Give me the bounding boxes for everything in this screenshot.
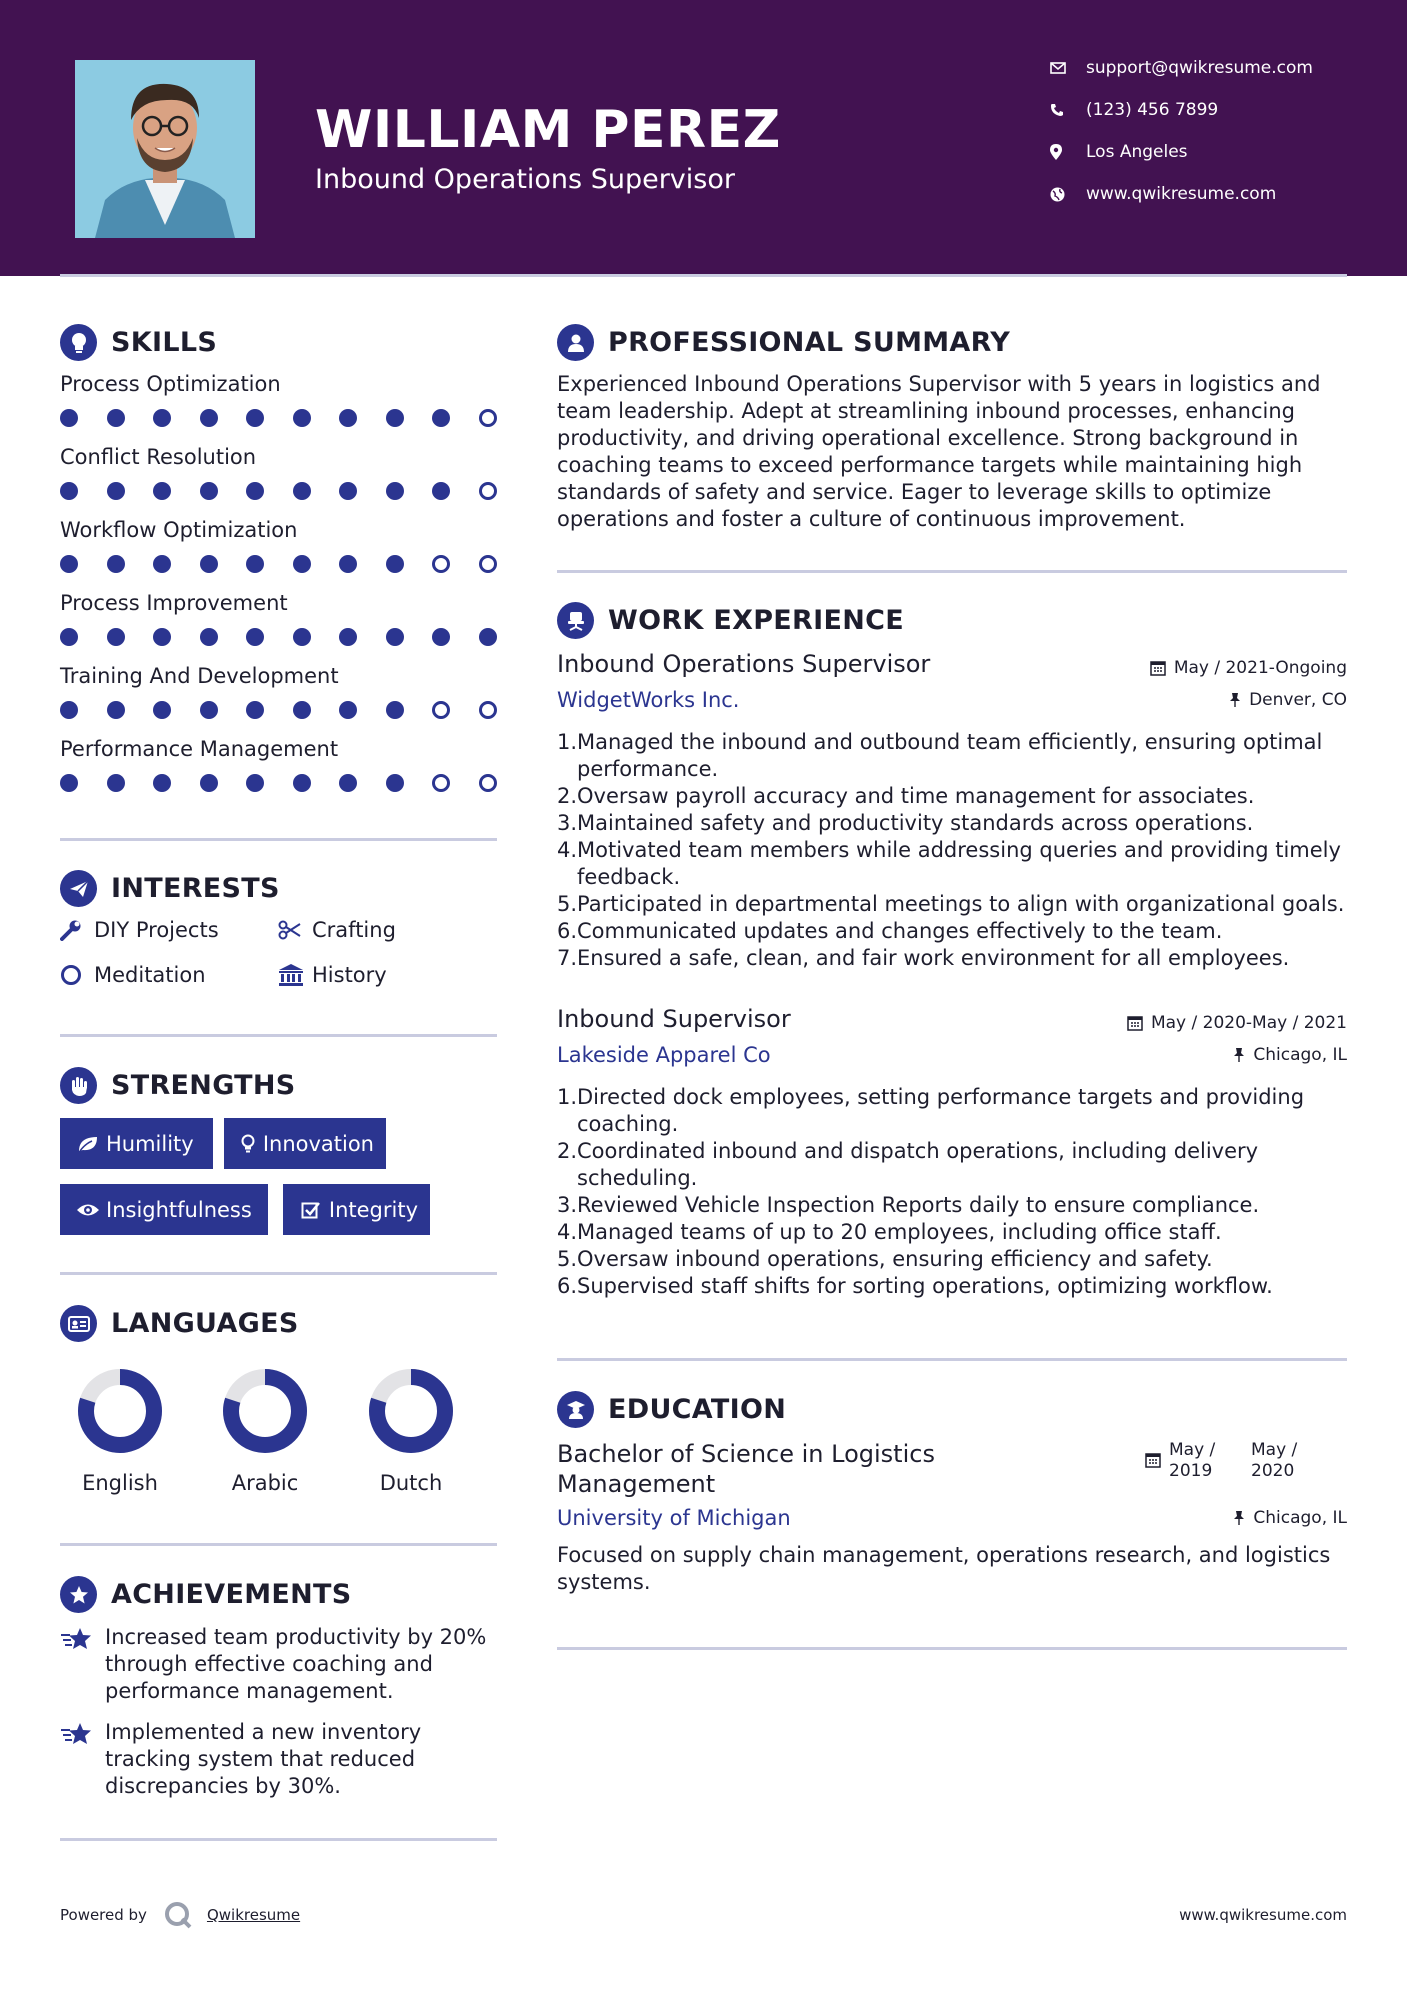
candidate-name: WILLIAM PEREZ [315,100,781,160]
skill-dot-filled [153,555,171,573]
footer-powered-by: Powered by Qwikresume [60,1900,300,1930]
degree-title: Management [557,1470,716,1498]
candidate-title: Inbound Operations Supervisor [315,164,735,195]
education-description: Focused on supply chain management, operations research, and logistics systems. [557,1543,1331,1594]
strengths-heading: STRENGTHS [60,1067,296,1104]
skill-dot-empty [432,774,450,792]
skill-dot-filled [293,482,311,500]
eye-icon [70,1202,106,1218]
skill-rating [60,701,500,721]
id-card-icon [60,1305,97,1342]
skill-dot-filled [60,701,78,719]
list-item: 6. Communicated updates and changes effectively to the team. [557,919,1223,943]
skill-dot-filled [60,774,78,792]
section-divider [60,1034,497,1037]
skill-dot-filled [200,409,218,427]
skill-dot-filled [200,774,218,792]
skill-dot-filled [107,555,125,573]
skill-dot-filled [246,774,264,792]
list-item: 1. Directed dock employees, setting performance targets and providing coaching. [557,1085,1305,1136]
skill-dot-empty [479,409,497,427]
skill-dot-filled [200,701,218,719]
strength-tag: Humility [60,1118,213,1169]
job-dates: May / 2021-Ongoing [1150,658,1347,678]
achievement-item: Implemented a new inventory tracking system that reduced discrepancies by 30%. [60,1719,500,1800]
phone-icon [1050,103,1086,117]
section-divider [60,1272,497,1275]
skill-dot-filled [246,482,264,500]
job-location: Chicago, IL [1233,1045,1347,1065]
list-item: 2. Coordinated inbound and dispatch operations, including delivery scheduling. [557,1139,1259,1190]
contact-website[interactable]: www.qwikresume.com [1050,184,1276,204]
job-title: Inbound Operations Supervisor [557,650,931,678]
company-name: WidgetWorks Inc. [557,688,740,712]
skill-dot-filled [246,628,264,646]
skill-name: Conflict Resolution [60,445,257,469]
skill-rating [60,409,500,429]
skill-dot-filled [339,482,357,500]
skill-dot-filled [293,774,311,792]
envelope-icon [1050,62,1086,74]
skill-dot-empty [479,482,497,500]
pushpin-icon [1233,1510,1245,1526]
skill-dot-filled [339,628,357,646]
scissors-icon [278,920,312,940]
section-divider [60,1543,497,1546]
list-item: 6. Supervised staff shifts for sorting operations, optimizing workflow. [557,1274,1273,1298]
skill-dot-filled [60,555,78,573]
star-icon [60,1624,105,1705]
circle-icon [60,964,94,986]
profile-photo [75,60,255,238]
skill-dot-filled [107,701,125,719]
footer-website[interactable]: www.qwikresume.com [1179,1906,1347,1924]
list-item: 1. Managed the inbound and outbound team efficiently, ensuring optimal performance. [557,730,1323,781]
strength-tag: Innovation [224,1118,386,1169]
skill-dot-filled [386,409,404,427]
skill-dot-filled [293,628,311,646]
language-donut [75,1366,165,1456]
calendar-icon [1145,1440,1161,1482]
skill-name: Workflow Optimization [60,518,298,542]
section-divider [557,1647,1347,1650]
work-experience-heading: WORK EXPERIENCE [557,602,904,639]
skill-dot-filled [339,701,357,719]
skill-dot-filled [153,774,171,792]
job-bullets [557,1084,1357,1300]
skill-dot-filled [432,628,450,646]
skill-rating [60,628,500,648]
list-item: 4. Motivated team members while addressing queries and providing timely feedback. [557,838,1341,889]
list-item: 4. Managed teams of up to 20 employees, including office staff. [557,1220,1222,1244]
skill-dot-filled [293,701,311,719]
skills-heading: SKILLS [60,324,217,361]
skill-name: Process Improvement [60,591,288,615]
skill-dot-filled [200,555,218,573]
languages-heading: LANGUAGES [60,1305,299,1342]
skill-dot-filled [153,628,171,646]
education-dates: May / 2019 May / 2020 [1145,1440,1297,1482]
skill-dot-filled [432,482,450,500]
skill-name: Performance Management [60,737,339,761]
skill-dot-filled [153,701,171,719]
skill-dot-filled [200,482,218,500]
lightbulb-icon [60,324,97,361]
skill-dot-filled [107,774,125,792]
calendar-icon [1127,1015,1143,1031]
skill-dot-filled [386,555,404,573]
section-divider [557,1358,1347,1361]
skill-dot-filled [339,774,357,792]
lightbulb-icon [234,1134,263,1154]
user-icon [557,324,594,361]
education-heading: EDUCATION [557,1391,786,1428]
skill-dot-filled [246,409,264,427]
skill-name: Process Optimization [60,372,281,396]
section-divider [60,1838,497,1841]
skill-dot-empty [479,555,497,573]
leaf-icon [70,1135,106,1153]
summary-heading: PROFESSIONAL SUMMARY [557,324,1010,361]
strength-tag: Integrity [283,1184,430,1235]
achievements-heading: ACHIEVEMENTS [60,1576,352,1613]
globe-icon [1050,187,1086,202]
language-name: Dutch [379,1471,443,1495]
degree-title: Bachelor of Science in Logistics [557,1440,935,1468]
skill-dot-filled [293,409,311,427]
school-name: University of Michigan [557,1506,791,1530]
skill-dot-filled [107,409,125,427]
skill-rating [60,482,500,502]
calendar-icon [1150,660,1166,676]
skill-dot-empty [432,701,450,719]
skill-dot-filled [386,701,404,719]
interest-item: History [278,963,387,987]
star-badge-icon [60,1576,97,1613]
skill-rating [60,774,500,794]
skill-dot-filled [60,409,78,427]
skill-dot-filled [246,701,264,719]
skill-dot-filled [386,774,404,792]
job-location: Denver, CO [1229,690,1347,710]
paper-plane-icon [60,870,97,907]
contact-email[interactable]: support@qwikresume.com [1050,58,1313,78]
hand-icon [60,1067,97,1104]
language-name: English [82,1471,158,1495]
skill-dot-empty [479,774,497,792]
pushpin-icon [1233,1047,1245,1063]
skill-rating [60,555,500,575]
contact-location: Los Angeles [1050,142,1188,162]
section-divider [60,838,497,841]
skill-name: Training And Development [60,664,339,688]
skill-dot-filled [339,409,357,427]
summary-text: Experienced Inbound Operations Supervisor with 5 years in logistics and team leadership. Adept at streamlining inbound processes, enhancing productivity, and driving operational excellence. Strong background in coaching teams to exceed performance targets while maintaining high standards of safety and service. Eager to leverage skills to optimize operations and foster a culture of continuous improvement. [557,372,1321,531]
skill-dot-filled [153,409,171,427]
section-divider [557,570,1347,573]
skill-dot-filled [386,628,404,646]
skill-dot-filled [107,628,125,646]
language-name: Arabic [231,1471,299,1495]
company-name: Lakeside Apparel Co [557,1043,771,1067]
skill-dot-empty [479,701,497,719]
language-donut [220,1366,310,1456]
pushpin-icon [1229,692,1241,708]
job-bullets [557,729,1357,972]
education-location: Chicago, IL [1233,1508,1347,1528]
map-pin-icon [1050,144,1086,160]
skill-dot-filled [386,482,404,500]
skill-dot-filled [432,409,450,427]
list-item: 2. Oversaw payroll accuracy and time management for associates. [557,784,1255,808]
interests-heading: INTERESTS [60,870,280,907]
star-icon [60,1719,105,1800]
chair-icon [557,602,594,639]
skill-dot-filled [200,628,218,646]
skill-dot-filled [107,482,125,500]
skill-dot-filled [479,628,497,646]
list-item: 3. Reviewed Vehicle Inspection Reports daily to ensure compliance. [557,1193,1260,1217]
list-item: 3. Maintained safety and productivity standards across operations. [557,811,1254,835]
list-item: 7. Ensured a safe, clean, and fair work environment for all employees. [557,946,1290,970]
list-item: 5. Participated in departmental meetings to align with organizational goals. [557,892,1345,916]
wrench-icon [60,919,94,941]
language-donut [366,1366,456,1456]
skill-dot-filled [60,628,78,646]
skill-dot-filled [153,482,171,500]
qwikresume-logo-icon [163,1900,193,1930]
skill-dot-filled [60,482,78,500]
skill-dot-filled [246,555,264,573]
graduate-icon [557,1391,594,1428]
skill-dot-filled [293,555,311,573]
header-divider [60,274,1347,277]
museum-icon [278,964,312,986]
job-dates: May / 2020-May / 2021 [1127,1013,1347,1033]
interest-item: Meditation [60,963,206,987]
list-item: 5. Oversaw inbound operations, ensuring efficiency and safety. [557,1247,1213,1271]
contact-phone[interactable]: (123) 456 7899 [1050,100,1218,120]
achievement-item: Increased team productivity by 20% through effective coaching and performance management. [60,1624,500,1705]
interest-item: DIY Projects [60,918,219,942]
qwikresume-link[interactable]: Qwikresume [206,1906,301,1924]
resume-header [0,0,1407,276]
interest-item: Crafting [278,918,396,942]
checkbox-icon [293,1200,329,1220]
strength-tag: Insightfulness [60,1184,268,1235]
skill-dot-filled [339,555,357,573]
job-title: Inbound Supervisor [557,1005,791,1033]
skill-dot-empty [432,555,450,573]
